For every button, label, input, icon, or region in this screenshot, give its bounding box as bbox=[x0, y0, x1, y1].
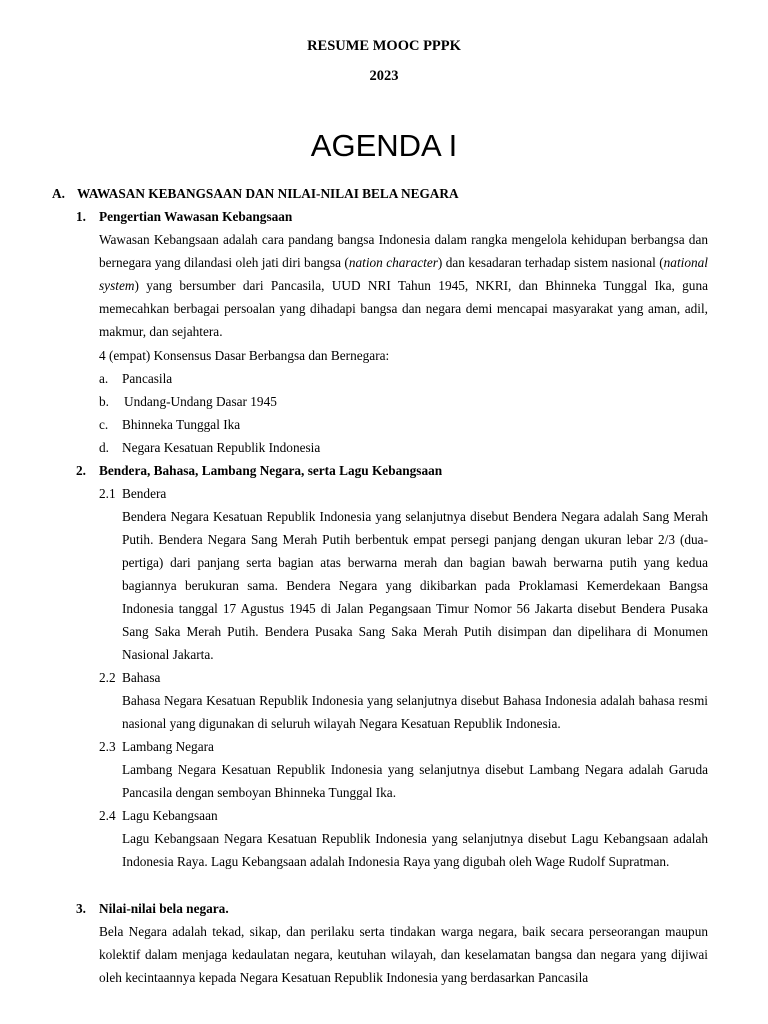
list-item-text: Negara Kesatuan Republik Indonesia bbox=[122, 440, 321, 455]
konsensus-intro: 4 (empat) Konsensus Dasar Berbangsa dan Bernegara: bbox=[99, 348, 390, 363]
agenda-heading: AGENDA I bbox=[310, 128, 458, 163]
item-1-paragraph: Wawasan Kebangsaan adalah cara pandang bangsa Indonesia dalam rangka mengelola kehidupan berbangsa dan bernegara yang dilandasi oleh jati diri bangsa (nation character) dan kesadaran terhadap sistem nasional (national system) yang bersumber dari Pancasila, UUD NRI Tahun 1945, NKRI, dan Bhinneka Tunggal Ika, guna memecahkan berbagai persoalan yang dihadapi bangsa dan negara demi mencapai masyarakat yang aman, adil, makmur, dan sejahtera. bbox=[99, 232, 708, 339]
subsection-title: Bendera bbox=[122, 486, 167, 501]
subsection-title: Bahasa bbox=[122, 670, 161, 685]
subsection-number: 2.1 bbox=[99, 486, 116, 501]
subsection-number: 2.2 bbox=[99, 670, 116, 685]
item-1-title: Pengertian Wawasan Kebangsaan bbox=[99, 209, 293, 224]
subsection-paragraph: Bendera Negara Kesatuan Republik Indonesia yang selanjutnya disebut Bendera Negara adalah Sang Merah Putih. Bendera Negara Sang Merah Putih berbentuk empat persegi panjang dengan ukuran lebar 2/3 (dua-pertiga) dari panjang serta bagian atas berwarna merah dan bagian bawah berwarna putih yang kedua bagiannya berukuran sama. Bendera Negara yang dikibarkan pada Proklamasi Kemerdekaan Bangsa Indonesia tanggal 17 Agustus 1945 di Jalan Pegangsaan Timur Nomor 56 Jakarta disebut Bendera Pusaka Sang Saka Merah Putih. Bendera Pusaka Sang Saka Merah Putih disimpan dan dipelihara di Monumen Nasional Jakarta. bbox=[122, 509, 708, 662]
subsection-number: 2.3 bbox=[99, 739, 116, 754]
list-item-letter: c. bbox=[99, 417, 109, 432]
list-item-text: Bhinneka Tunggal Ika bbox=[122, 417, 241, 432]
item-3-number: 3. bbox=[76, 901, 86, 916]
document-title: RESUME MOOC PPPK bbox=[307, 38, 461, 54]
item-2-number: 2. bbox=[76, 463, 86, 478]
list-item-letter: b. bbox=[99, 394, 109, 409]
section-a-label: A. bbox=[52, 186, 65, 201]
subsection-number: 2.4 bbox=[99, 808, 116, 823]
list-item-text: Undang-Undang Dasar 1945 bbox=[124, 394, 277, 409]
item-2-title: Bendera, Bahasa, Lambang Negara, serta Lagu Kebangsaan bbox=[99, 463, 443, 478]
subsection-title: Lambang Negara bbox=[122, 739, 214, 754]
subsection-paragraph: Bahasa Negara Kesatuan Republik Indonesia yang selanjutnya disebut Bahasa Indonesia adalah bahasa resmi nasional yang digunakan di seluruh wilayah Negara Kesatuan Republik Indonesia. bbox=[122, 693, 708, 731]
subsection-title: Lagu Kebangsaan bbox=[122, 808, 218, 823]
subsection-paragraph: Lagu Kebangsaan Negara Kesatuan Republik Indonesia yang selanjutnya disebut Lagu Kebangsaan adalah Indonesia Raya. Lagu Kebangsaan adalah Indonesia Raya yang digubah oleh Wage Rudolf Supratman. bbox=[122, 831, 708, 869]
item-1-number: 1. bbox=[76, 209, 86, 224]
subsection-paragraph: Lambang Negara Kesatuan Republik Indonesia yang selanjutnya disebut Lambang Negara adalah Garuda Pancasila dengan semboyan Bhinneka Tunggal Ika. bbox=[122, 762, 708, 800]
list-item-letter: d. bbox=[99, 440, 109, 455]
list-item-letter: a. bbox=[99, 371, 109, 386]
list-item-text: Pancasila bbox=[122, 371, 173, 386]
document-year: 2023 bbox=[369, 68, 399, 84]
item-3-paragraph: Bela Negara adalah tekad, sikap, dan perilaku serta tindakan warga negara, baik secara perseorangan maupun kolektif dalam menjaga kedaulatan negara, keutuhan wilayah, dan keselamatan bangsa dan negara yang dijiwai oleh kecintaannya kepada Negara Kesatuan Republik Indonesia yang berdasarkan Pancasila bbox=[99, 924, 708, 985]
section-a-title: WAWASAN KEBANGSAAN DAN NILAI-NILAI BELA NEGARA bbox=[77, 186, 459, 201]
item-3-title: Nilai-nilai bela negara. bbox=[99, 901, 229, 916]
